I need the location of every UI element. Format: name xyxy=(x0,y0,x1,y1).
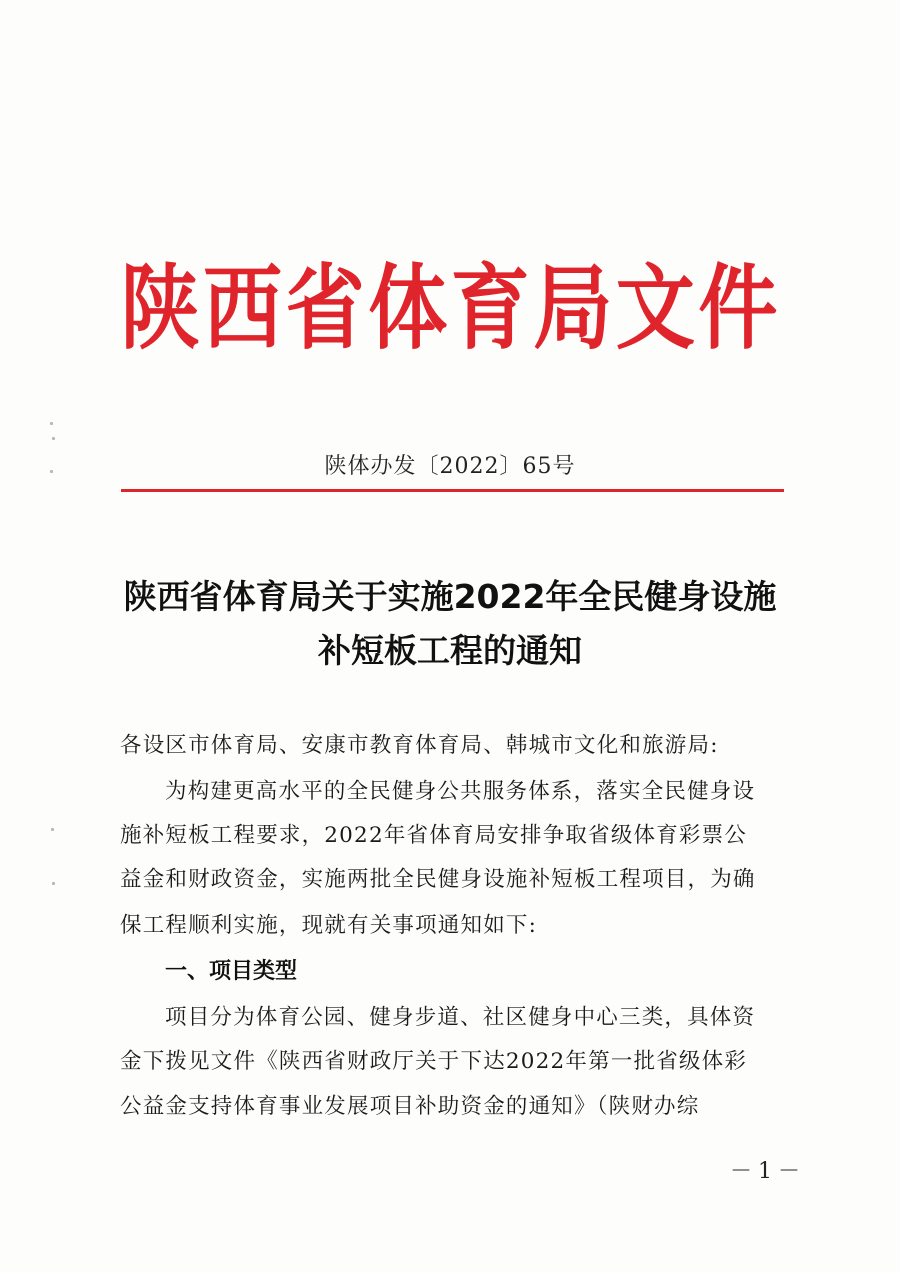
red-divider xyxy=(121,489,784,492)
scan-artifact xyxy=(52,437,55,440)
intro-paragraph-line: 施补短板工程要求，2022年省体育局安排争取省级体育彩票公 xyxy=(120,823,748,848)
scan-artifact xyxy=(52,882,55,885)
scan-artifact xyxy=(51,828,54,831)
scan-artifact xyxy=(50,422,53,425)
document-title-line-1: 陕西省体育局关于实施2022年全民健身设施 xyxy=(123,577,777,616)
section-paragraph-line: 项目分为体育公园、健身步道、社区健身中心三类，具体资 xyxy=(165,1005,756,1030)
intro-paragraph-line: 为构建更高水平的全民健身公共服务体系，落实全民健身设 xyxy=(165,779,756,804)
document-title-line-2: 补短板工程的通知 xyxy=(318,631,582,670)
section-heading: 一、项目类型 xyxy=(165,959,298,984)
section-paragraph-line: 公益金支持体育事业发展项目补助资金的通知》（陕财办综 xyxy=(120,1094,700,1119)
agency-header-title: 陕西省体育局文件 xyxy=(120,254,781,362)
intro-paragraph-line: 保工程顺利实施，现就有关事项通知如下: xyxy=(120,913,538,938)
addressee-line: 各设区市体育局、安康市教育体育局、韩城市文化和旅游局: xyxy=(120,733,719,758)
section-paragraph-line: 金下拨见文件《陕西省财政厅关于下达2022年第一批省级体彩 xyxy=(120,1049,748,1074)
page-number: －1－ xyxy=(730,1159,806,1184)
document-number: 陕体办发〔2022〕65号 xyxy=(324,454,576,479)
intro-paragraph-line: 益金和财政资金，实施两批全民健身设施补短板工程项目，为确 xyxy=(120,867,756,892)
